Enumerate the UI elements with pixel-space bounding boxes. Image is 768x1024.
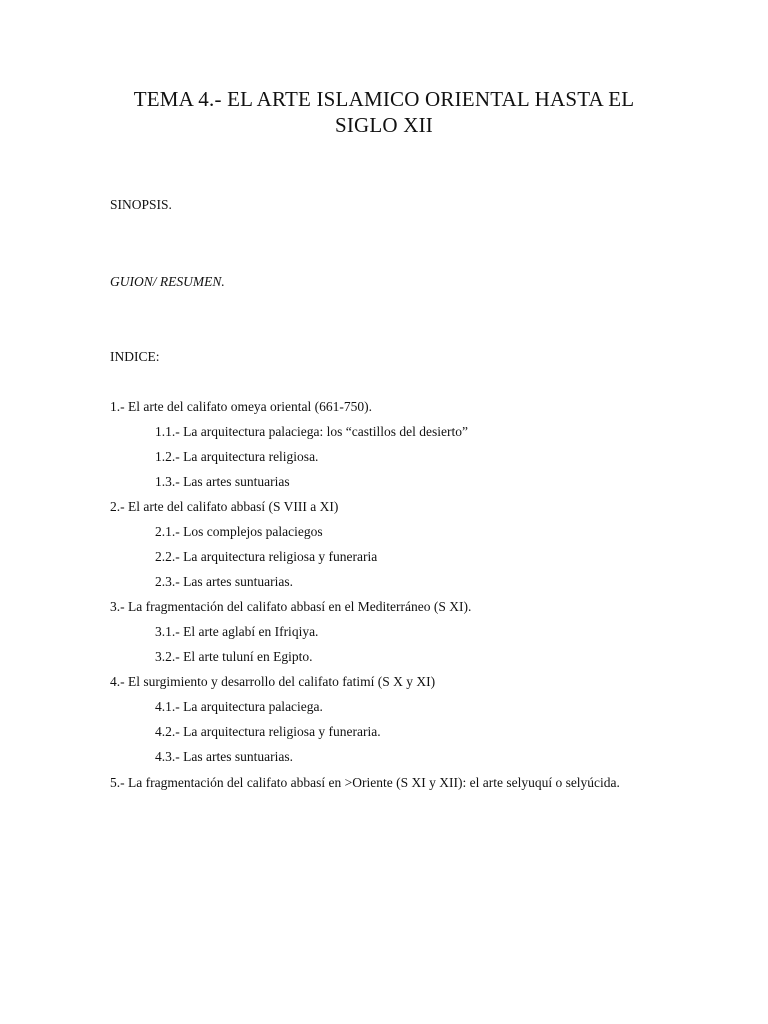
- guion-heading: GUION/ RESUMEN.: [110, 274, 225, 289]
- toc-item-2-1: 2.1.- Los complejos palaciegos: [155, 524, 323, 539]
- page-title: [100, 86, 668, 138]
- toc-item-1-2: 1.2.- La arquitectura religiosa.: [155, 449, 319, 464]
- toc-item-4-1: 4.1.- La arquitectura palaciega.: [155, 699, 323, 714]
- toc-item-2-3: 2.3.- Las artes suntuarias.: [155, 574, 293, 589]
- title-line-1: TEMA 4.- EL ARTE ISLAMICO ORIENTAL HASTA EL: [133, 87, 635, 111]
- indice-heading: INDICE:: [110, 349, 160, 364]
- toc-item-4-3: 4.3.- Las artes suntuarias.: [155, 749, 293, 764]
- toc-item-1: 1.- El arte del califato omeya oriental (661-750).: [110, 399, 373, 414]
- toc-item-2: 2.- El arte del califato abbasí (S VIII a XI): [110, 499, 339, 514]
- toc-item-3-2: 3.2.- El arte tuluní en Egipto.: [155, 649, 313, 664]
- sinopsis-heading: SINOPSIS.: [110, 197, 172, 212]
- toc-item-4: 4.- El surgimiento y desarrollo del califato fatimí (S X y XI): [110, 674, 436, 689]
- toc-item-1-1: 1.1.- La arquitectura palaciega: los “castillos del desierto”: [155, 424, 468, 439]
- title-line-2: SIGLO XII: [334, 113, 434, 137]
- table-of-contents: [110, 398, 658, 793]
- toc-item-3: 3.- La fragmentación del califato abbasí en el Mediterráneo (S XI).: [110, 599, 472, 614]
- toc-item-3-1: 3.1.- El arte aglabí en Ifriqiya.: [155, 624, 319, 639]
- toc-item-1-3: 1.3.- Las artes suntuarias: [155, 474, 290, 489]
- toc-item-2-2: 2.2.- La arquitectura religiosa y funeraria: [155, 549, 378, 564]
- toc-item-5: 5.- La fragmentación del califato abbasí en >Oriente (S XI y XII): el arte selyuquí o selyúcida.: [110, 775, 620, 790]
- toc-item-4-2: 4.2.- La arquitectura religiosa y funeraria.: [155, 724, 381, 739]
